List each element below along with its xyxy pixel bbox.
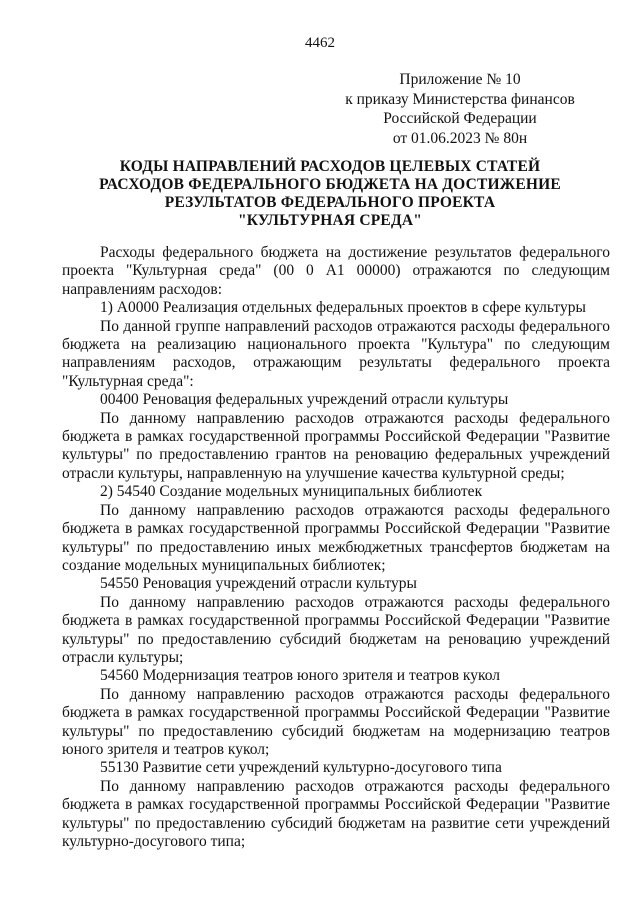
document-body xyxy=(62,244,610,851)
body-paragraph: По данному направлению расходов отражаются расходы федерального бюджета в рамках государственной программы Российской Федерации "Развитие культуры" по предоставлению грантов на реновацию федеральных учреждений отрасли культуры, направленную на улучшение качества культурной среды; xyxy=(62,409,610,482)
title-line: "КУЛЬТУРНАЯ СРЕДА" xyxy=(237,212,423,229)
direction-heading: 55130 Развитие сети учреждений культурно-досугового типа xyxy=(100,759,502,777)
direction-heading: 00400 Реновация федеральных учреждений отрасли культуры xyxy=(100,391,509,409)
title-line: РАСХОДОВ ФЕДЕРАЛЬНОГО БЮДЖЕТА НА ДОСТИЖЕНИЕ xyxy=(99,176,561,193)
appendix-line: к приказу Министерства финансов xyxy=(345,90,575,108)
intro-paragraph: Расходы федерального бюджета на достижение результатов федерального проекта "Культурная среда" (00 0 А1 00000) отражаются по следующим направлениям расходов: xyxy=(62,244,610,298)
body-paragraph: По данной группе направлений расходов отражаются расходы федерального бюджета на реализацию национального проекта "Культура" по следующим направлениям расходов, отражающим результаты федерального проекта "Культурная среда": xyxy=(62,317,610,390)
body-paragraph: По данному направлению расходов отражаются расходы федерального бюджета в рамках государственной программы Российской Федерации "Развитие культуры" по предоставлению субсидий бюджетам на развитие сети учреждений культурно-досугового типа; xyxy=(62,777,610,850)
title-line: РЕЗУЛЬТАТОВ ФЕДЕРАЛЬНОГО ПРОЕКТА xyxy=(164,194,496,211)
title-line: КОДЫ НАПРАВЛЕНИЙ РАСХОДОВ ЦЕЛЕВЫХ СТАТЕЙ xyxy=(119,158,541,175)
body-paragraph: По данному направлению расходов отражаются расходы федерального бюджета в рамках государственной программы Российской Федерации "Развитие культуры" по предоставлению субсидий бюджетам на модернизацию театров юного зрителя и театров кукол; xyxy=(62,685,610,758)
section-heading: 1) А0000 Реализация отдельных федеральных проектов в сфере культуры xyxy=(100,299,586,317)
appendix-line: Российской Федерации xyxy=(383,110,537,127)
direction-heading: 54560 Модернизация театров юного зрителя и театров кукол xyxy=(100,667,501,685)
body-paragraph: По данному направлению расходов отражаются расходы федерального бюджета в рамках государственной программы Российской Федерации "Развитие культуры" по предоставлению иных межбюджетных трансфертов бюджетам на создание модельных муниципальных библиотек; xyxy=(62,501,610,574)
appendix-line: от 01.06.2023 № 80н xyxy=(392,129,528,147)
direction-heading: 54550 Реновация учреждений отрасли культуры xyxy=(100,575,417,593)
body-paragraph: По данному направлению расходов отражаются расходы федерального бюджета в рамках государственной программы Российской Федерации "Развитие культуры" по предоставлению субсидий бюджетам на реновацию учреждений отрасли культуры; xyxy=(62,593,610,666)
appendix-block xyxy=(330,70,590,148)
section-heading: 2) 54540 Создание модельных муниципальных библиотек xyxy=(100,483,483,501)
page-number: 4462 xyxy=(305,35,335,51)
document-title xyxy=(80,158,580,230)
appendix-line: Приложение № 10 xyxy=(399,71,521,88)
